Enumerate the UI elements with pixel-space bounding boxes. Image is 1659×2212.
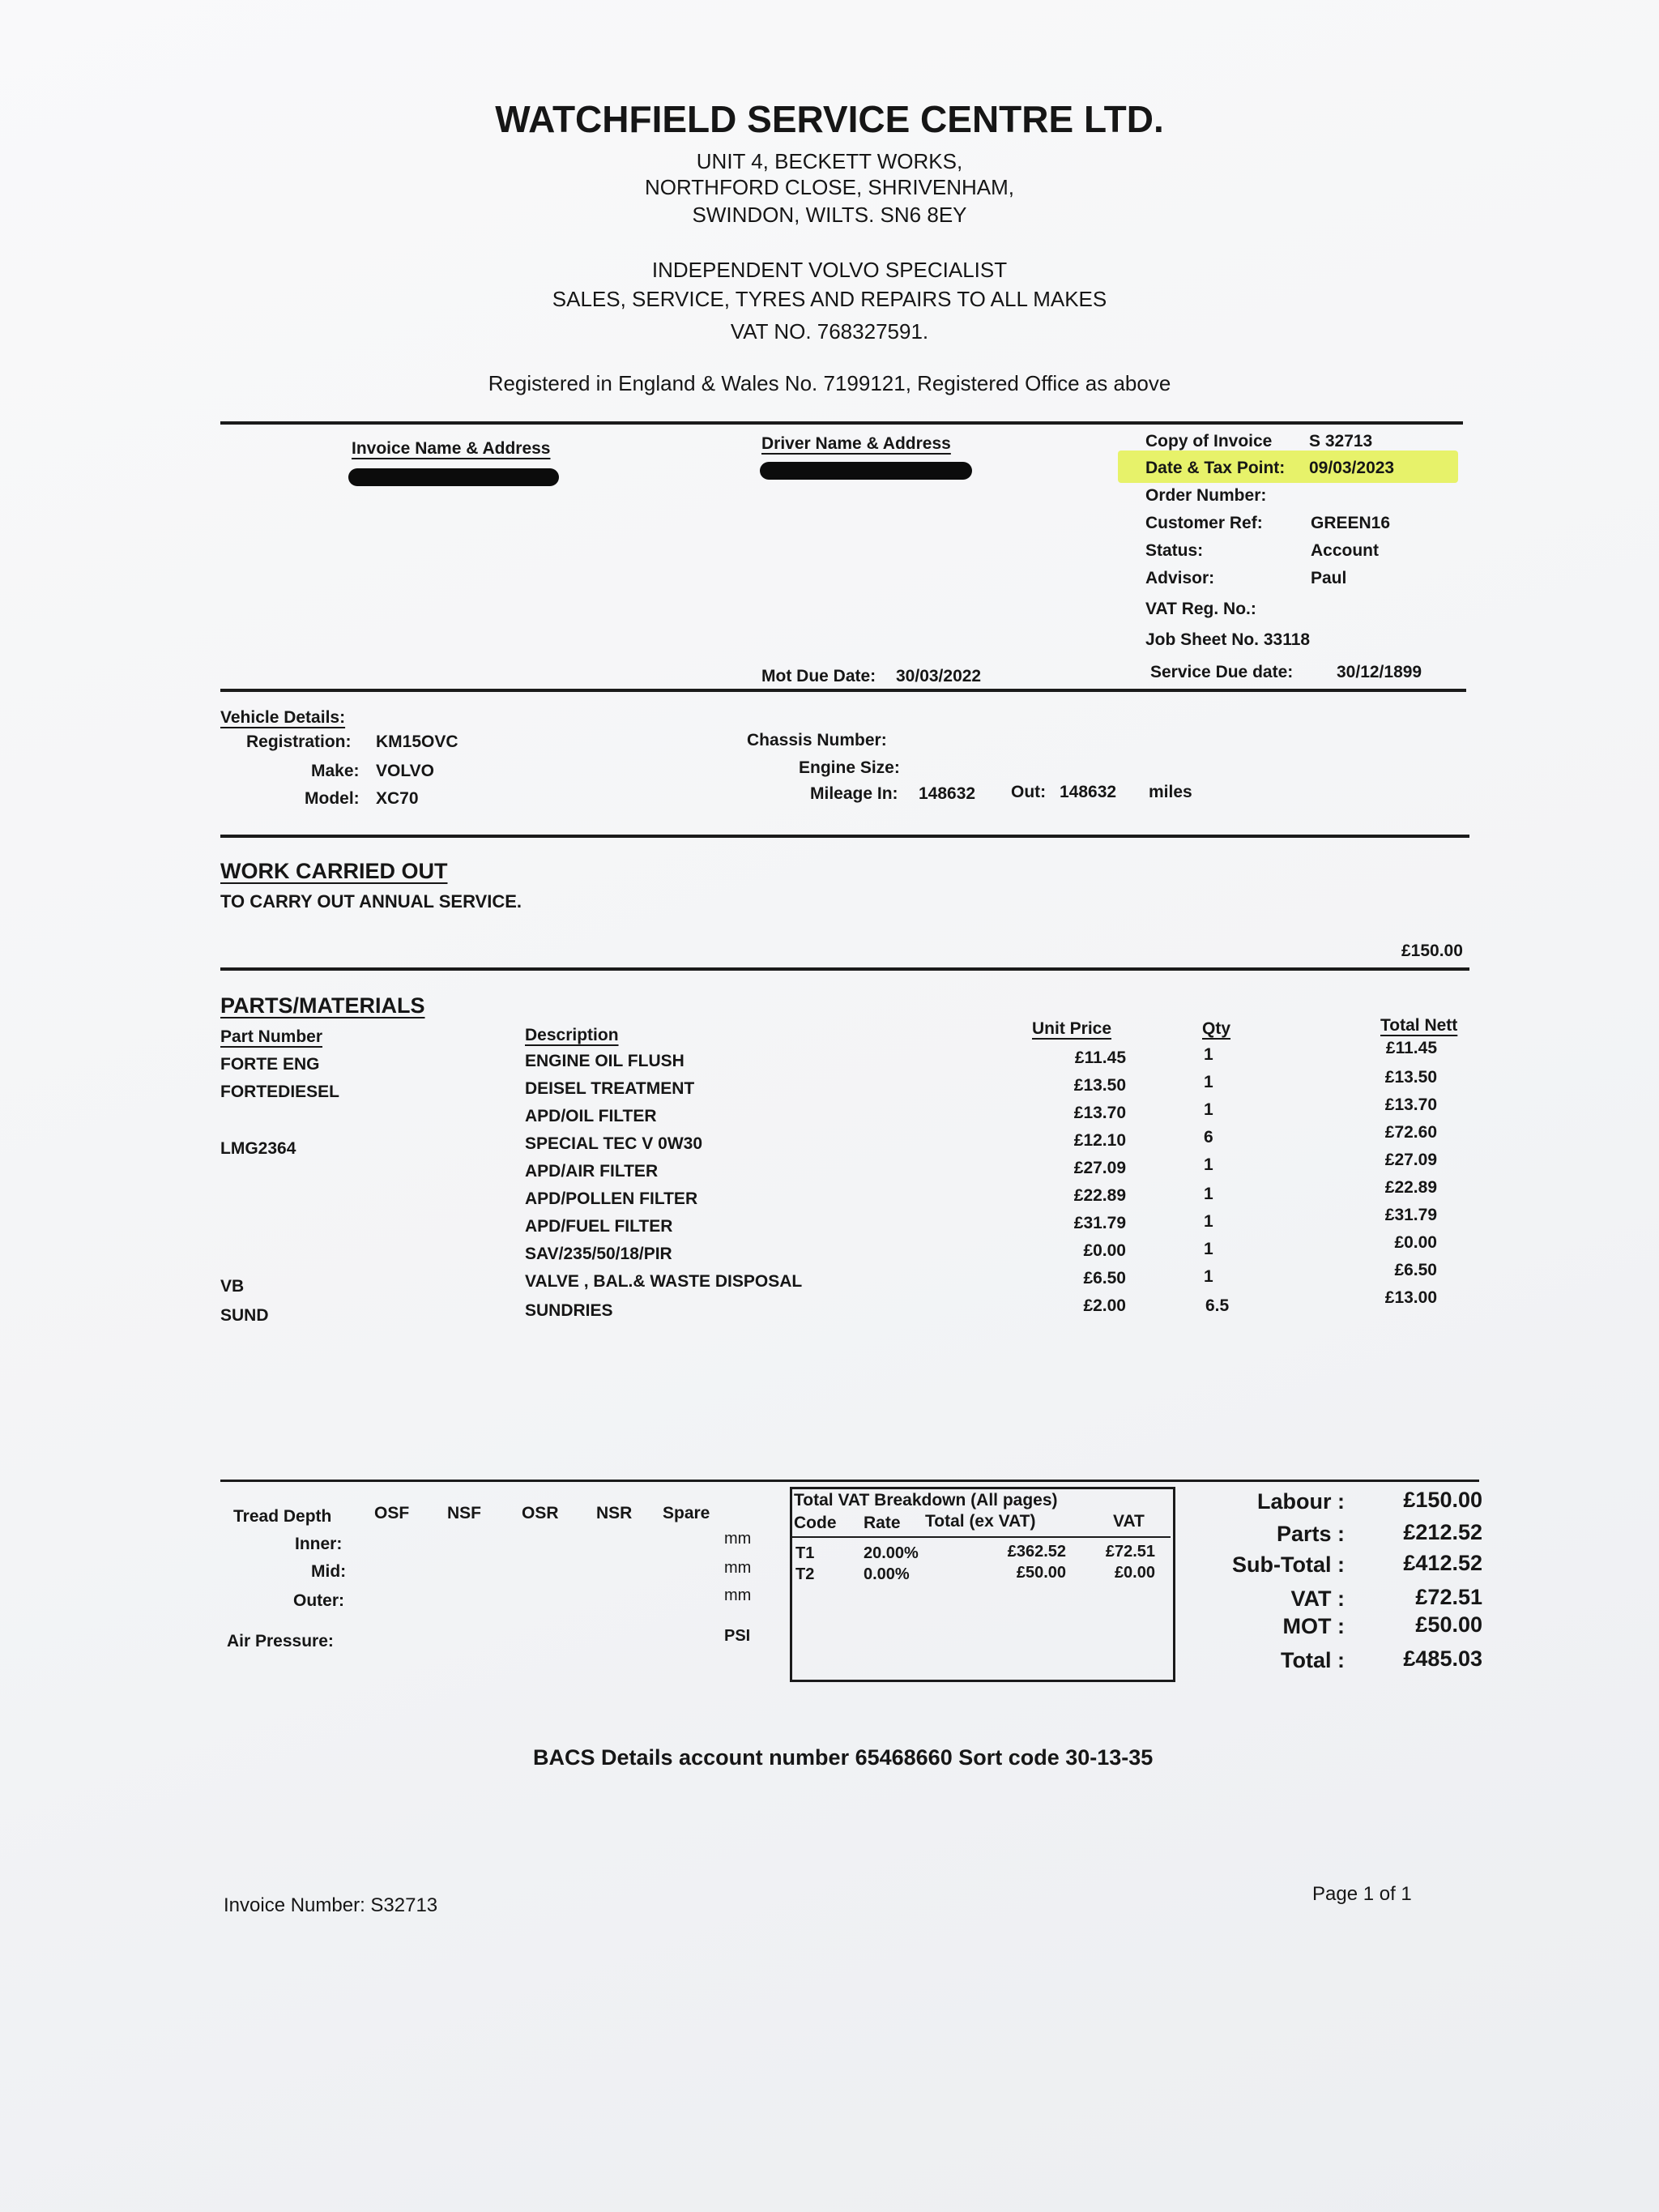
part-qty-8: 1 [1204,1240,1213,1258]
part-number-4: LMG2364 [220,1139,296,1158]
part-unit-price-3: £13.70 [1073,1104,1126,1122]
part-description-6: APD/POLLEN FILTER [525,1189,698,1208]
part-total-5: £27.09 [1384,1151,1437,1169]
outer-unit: mm [724,1586,752,1604]
address-line-2: NORTHFORD CLOSE, SHRIVENHAM, [644,175,1014,199]
vehicle-heading: Vehicle Details: [220,708,346,727]
chassis-label: Chassis Number: [747,731,887,749]
part-number-2: FORTEDIESEL [220,1083,340,1101]
vat-row-2-code: T2 [795,1565,815,1583]
total-label-labour: Labour : [1257,1489,1345,1514]
info-label-customer: Customer Ref: [1145,514,1263,532]
info-value-date: 09/03/2023 [1309,459,1395,477]
part-unit-price-4: £12.10 [1073,1131,1126,1150]
total-label-mot: MOT : [1282,1614,1345,1638]
vat-row-2-vat: £0.00 [1114,1564,1155,1582]
part-qty-3: 1 [1204,1100,1213,1119]
info-label-copy: Copy of Invoice [1145,432,1273,451]
part-description-10: SUNDRIES [525,1301,613,1320]
part-description-1: ENGINE OIL FLUSH [525,1052,684,1070]
total-label-subtotal: Sub-Total : [1232,1552,1345,1577]
address-line-3: SWINDON, WILTS. SN6 8EY [692,203,967,227]
part-description-2: DEISEL TREATMENT [525,1079,695,1098]
col-unit-price: Unit Price [1032,1019,1112,1038]
mid-unit: mm [724,1559,752,1577]
header-bottom-rule [220,689,1466,692]
part-qty-6: 1 [1204,1185,1213,1203]
tread-col-nsr: NSR [596,1504,633,1522]
part-qty-7: 1 [1204,1212,1213,1231]
col-part-number: Part Number [220,1027,323,1046]
info-label-advisor: Advisor: [1145,569,1215,587]
info-value-servicedue: 30/12/1899 [1337,663,1422,681]
tread-col-spare: Spare [663,1504,710,1522]
total-value-grand: £485.03 [1403,1646,1482,1671]
work-heading: WORK CARRIED OUT [220,859,448,883]
part-total-4: £72.60 [1384,1123,1437,1142]
mileage-in-label: Mileage In: [810,784,898,803]
part-unit-price-9: £6.50 [1083,1269,1126,1287]
part-qty-5: 1 [1204,1155,1213,1174]
tread-col-osr: OSR [522,1504,559,1522]
vat-col-code: Code [794,1514,837,1532]
work-amount: £150.00 [1401,942,1463,960]
part-total-9: £6.50 [1394,1261,1437,1279]
vat-row-2-total: £50.00 [1016,1564,1066,1582]
part-total-6: £22.89 [1384,1178,1437,1197]
part-total-2: £13.50 [1384,1068,1437,1087]
engine-label: Engine Size: [799,758,900,777]
inner-label: Inner: [295,1535,343,1553]
part-description-8: SAV/235/50/18/PIR [525,1245,672,1263]
part-qty-4: 6 [1204,1128,1213,1147]
vat-col-rate: Rate [864,1514,901,1532]
vehicle-rule [220,835,1469,838]
registration-line: Registered in England & Wales No. 7199121, Registered Office as above [488,371,1171,395]
mileage-unit: miles [1149,783,1192,801]
footer-invoice-number: Invoice Number: S32713 [224,1894,438,1916]
tread-col-osf: OSF [374,1504,410,1522]
mileage-out-label: Out: [1011,783,1047,801]
part-qty-10: 6.5 [1205,1296,1230,1315]
part-description-9: VALVE , BAL.& WASTE DISPOSAL [525,1272,803,1291]
total-value-mot: £50.00 [1415,1612,1482,1637]
make-label: Make: [311,762,360,780]
info-value-advisor: Paul [1311,569,1347,587]
mileage-in-value: 148632 [919,784,976,803]
outer-label: Outer: [293,1591,344,1610]
info-label-status: Status: [1145,541,1204,560]
tagline-line-3: VAT NO. 768327591. [730,319,929,344]
part-unit-price-1: £11.45 [1074,1048,1126,1067]
part-total-1: £11.45 [1385,1039,1437,1057]
info-label-vatreg: VAT Reg. No.: [1145,600,1256,618]
info-value-status: Account [1311,541,1379,560]
footer-page-number: Page 1 of 1 [1312,1883,1412,1905]
mid-label: Mid: [311,1562,347,1581]
registration-label: Registration: [246,732,352,751]
vat-row-1-total: £362.52 [1007,1543,1066,1561]
tagline-line-2: SALES, SERVICE, TYRES AND REPAIRS TO ALL MAKES [552,287,1107,311]
vat-col-vat: VAT [1113,1512,1145,1531]
driver-name-label: Driver Name & Address [761,434,951,453]
part-unit-price-8: £0.00 [1083,1241,1126,1260]
part-number-1: FORTE ENG [220,1055,320,1074]
inner-unit: mm [724,1530,752,1548]
part-qty-9: 1 [1204,1267,1213,1286]
col-description: Description [525,1026,619,1044]
col-qty: Qty [1202,1019,1231,1038]
vat-header-rule [792,1536,1171,1538]
work-description: TO CARRY OUT ANNUAL SERVICE. [220,891,522,912]
parts-heading: PARTS/MATERIALS [220,993,425,1018]
part-number-10: SUND [220,1306,269,1325]
address-line-1: UNIT 4, BECKETT WORKS, [696,149,963,173]
tagline-line-1: INDEPENDENT VOLVO SPECIALIST [651,258,1008,282]
redacted-invoice-name [348,468,559,486]
total-value-parts: £212.52 [1403,1520,1482,1544]
part-unit-price-6: £22.89 [1073,1186,1126,1205]
total-label-vat: VAT : [1290,1586,1345,1611]
part-description-7: APD/FUEL FILTER [525,1217,673,1236]
part-unit-price-10: £2.00 [1083,1296,1126,1315]
total-value-labour: £150.00 [1403,1488,1482,1512]
invoice-name-label: Invoice Name & Address [352,439,551,458]
mot-due-value: 30/03/2022 [896,667,982,685]
part-unit-price-2: £13.50 [1073,1076,1126,1095]
total-value-vat: £72.51 [1415,1585,1482,1609]
total-label-grand: Total : [1281,1648,1345,1672]
info-label-jobsheet: Job Sheet No. 33118 [1145,630,1311,649]
air-pressure-label: Air Pressure: [227,1632,334,1650]
col-total-nett: Total Nett [1380,1016,1458,1035]
info-label-date: Date & Tax Point: [1145,459,1286,477]
work-rule [220,967,1469,971]
mot-due-label: Mot Due Date: [761,667,876,685]
part-total-3: £13.70 [1384,1095,1437,1114]
tread-depth-label: Tread Depth [233,1507,332,1526]
part-description-3: APD/OIL FILTER [525,1107,657,1125]
part-total-8: £0.00 [1394,1233,1437,1252]
model-label: Model: [305,789,360,808]
psi-unit: PSI [724,1627,751,1645]
part-qty-2: 1 [1204,1073,1213,1091]
part-description-5: APD/AIR FILTER [525,1162,659,1181]
make-value: VOLVO [376,762,434,780]
part-total-7: £31.79 [1384,1206,1437,1224]
vat-row-1-rate: 20.00% [864,1544,919,1562]
part-description-4: SPECIAL TEC V 0W30 [525,1134,703,1153]
mileage-out-value: 148632 [1060,783,1117,801]
parts-bottom-rule [220,1480,1479,1482]
part-qty-1: 1 [1204,1045,1213,1064]
vat-row-1-code: T1 [795,1544,815,1562]
info-value-customer: GREEN16 [1311,514,1391,532]
info-label-order: Order Number: [1145,486,1267,505]
vat-col-total: Total (ex VAT) [925,1512,1036,1531]
part-unit-price-7: £31.79 [1073,1214,1126,1232]
part-total-10: £13.00 [1384,1288,1437,1307]
registration-value: KM15OVC [376,732,458,751]
vat-row-2-rate: 0.00% [864,1565,910,1583]
info-label-servicedue: Service Due date: [1150,663,1294,681]
model-value: XC70 [376,789,419,808]
total-value-subtotal: £412.52 [1403,1551,1482,1575]
part-number-9: VB [220,1277,245,1296]
vat-box-title: Total VAT Breakdown (All pages) [794,1491,1058,1510]
total-label-parts: Parts : [1276,1522,1345,1546]
header-rule [220,421,1463,425]
vat-row-1-vat: £72.51 [1105,1543,1155,1561]
redacted-driver-name [760,462,972,480]
part-unit-price-5: £27.09 [1073,1159,1126,1177]
company-name: WATCHFIELD SERVICE CENTRE LTD. [495,98,1164,140]
tread-col-nsf: NSF [447,1504,481,1522]
bacs-details: BACS Details account number 65468660 Sort code 30-13-35 [533,1745,1154,1770]
info-value-copy: S 32713 [1309,432,1373,451]
